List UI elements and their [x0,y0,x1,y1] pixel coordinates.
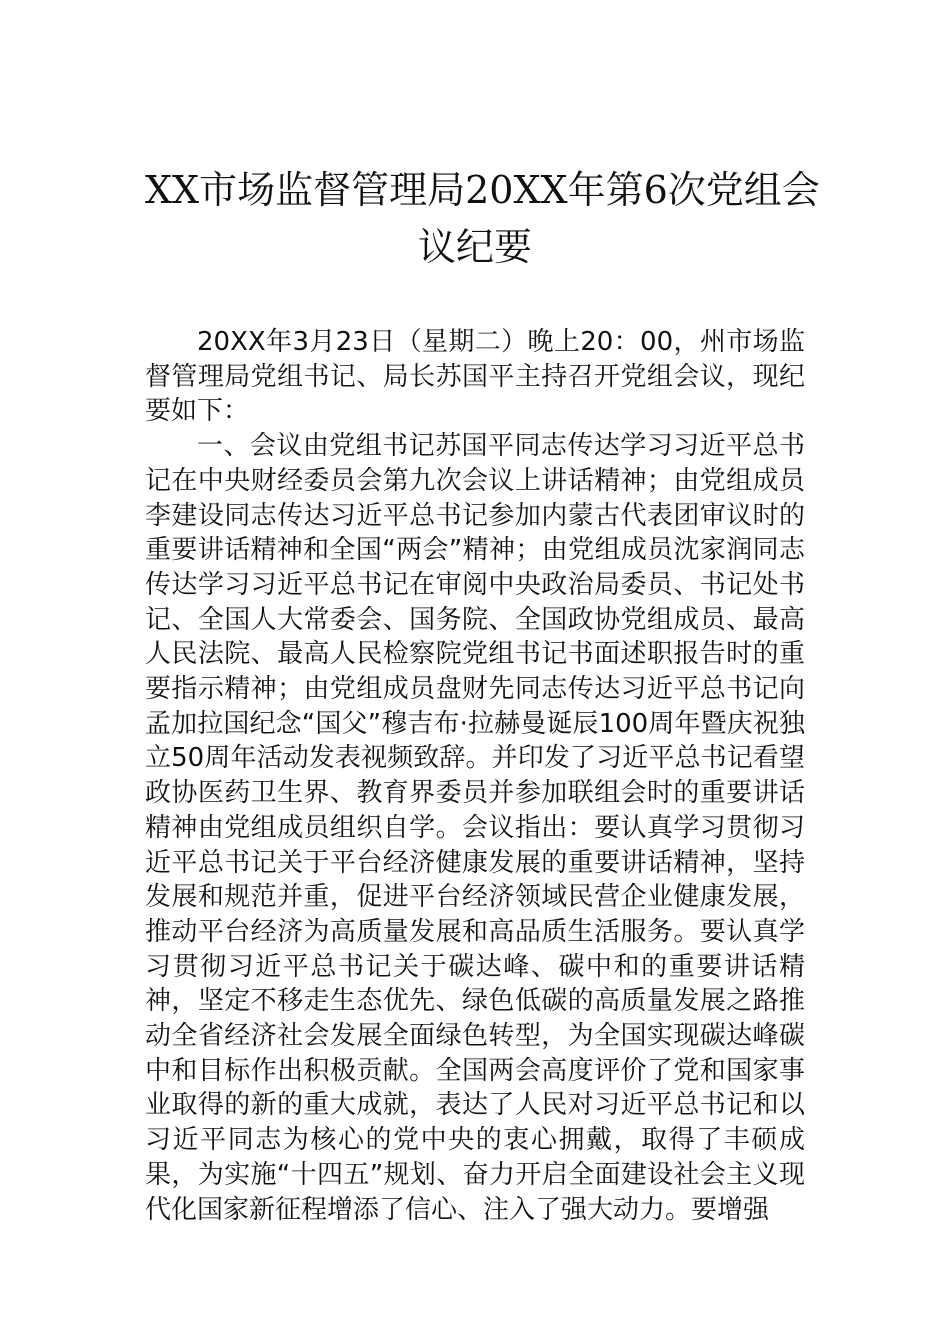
document-body [145,325,805,1227]
title-line-1: XX市场监督管理局20XX年第6次党组会 [145,168,820,212]
document-title [145,162,820,276]
title-line-2: 议纪要 [417,225,532,269]
meeting-item-paragraph: 一、会议由党组书记苏国平同志传达学习习近平总书记在中央财经委员会第九次会议上讲话精神；由党组成员李建设同志传达习近平总书记参加内蒙古代表团审议时的重要讲话精神和全国“两会”精神；由党组成员沈家润同志传达学习习近平总书记在审阅中央政治局委员、书记处书记、全国人大常委会、国务院、全国政协党组成员、最高人民法院、最高人民检察院党组书记书面述职报告时的重要指示精神；由党组成员盘财先同志传达习近平总书记向孟加拉国纪念“国父”穆吉布·拉赫曼诞辰100周年暨庆祝独立50周年活动发表视频致辞。并印发了习近平总书记看望政协医药卫生界、教育界委员并参加联组会时的重要讲话精神由党组成员组织自学。会议指出：要认真学习贯彻习近平总书记关于平台经济健康发展的重要讲话精神，坚持发展和规范并重，促进平台经济领域民营企业健康发展，推动平台经济为高质量发展和高品质生活服务。要认真学习贯彻习近平总书记关于碳达峰、碳中和的重要讲话精神，坚定不移走生态优先、绿色低碳的高质量发展之路推动全省经济社会发展全面绿色转型，为全国实现碳达峰碳中和目标作出积极贡献。全国两会高度评价了党和国家事业取得的新的重大成就，表达了人民对习近平总书记和以习近平同志为核心的党中央的衷心拥戴，取得了丰硕成果，为实施“十四五”规划、奋力开启全面建设社会主义现代化国家新征程增添了信心、注入了强大动力。要增强 [145,431,805,1225]
opening-paragraph: 20XX年3月23日（星期二）晚上20：00，州市场监督管理局党组书记、局长苏国平主持召开党组会议，现纪要如下： [145,327,805,427]
